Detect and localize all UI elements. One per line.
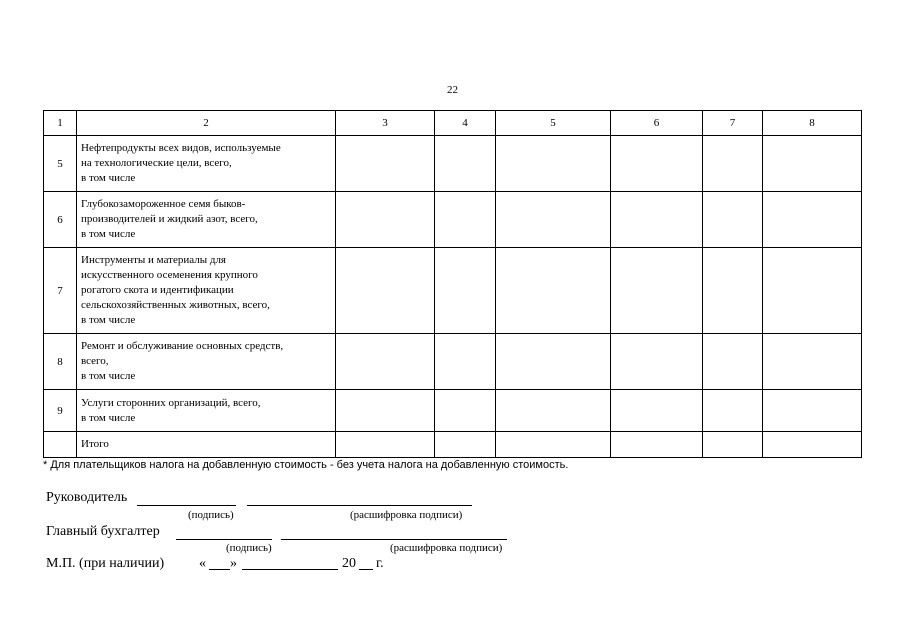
page-number: 22 <box>447 84 458 96</box>
accountant-label: Главный бухгалтер <box>46 524 160 539</box>
header-cell: 5 <box>496 111 611 136</box>
row-name <box>77 334 336 390</box>
row-number: 6 <box>44 192 77 248</box>
value-cell[interactable] <box>435 136 496 192</box>
row-number: 8 <box>44 334 77 390</box>
row-name-line: Инструменты и материалы для <box>81 254 226 266</box>
row-name-line: Ремонт и обслуживание основных средств, <box>81 340 284 352</box>
value-cell[interactable] <box>496 248 611 334</box>
row-name-line: в том числе <box>81 228 136 240</box>
year-suffix: г. <box>376 556 384 571</box>
value-cell[interactable] <box>763 192 862 248</box>
value-cell[interactable] <box>496 432 611 458</box>
row-name-line: Глубокозамороженное семя быков- <box>81 198 246 210</box>
row-name <box>77 390 336 432</box>
row-name <box>77 192 336 248</box>
row-name-line: в том числе <box>81 411 136 424</box>
date-quote-close: » <box>230 556 237 571</box>
month-line[interactable] <box>242 569 338 570</box>
row-name-line: производителей и жидкий азот, всего, <box>81 213 258 225</box>
value-cell[interactable] <box>703 334 763 390</box>
row-name-line: сельскохозяйственных животных, всего, <box>81 299 270 311</box>
value-cell[interactable] <box>435 248 496 334</box>
day-line[interactable] <box>209 569 230 570</box>
row-name-line: рогатого скота и идентификации <box>81 284 234 296</box>
value-cell[interactable] <box>763 136 862 192</box>
value-cell[interactable] <box>763 390 862 432</box>
accountant-decoding-hint: (расшифровка подписи) <box>390 542 503 554</box>
header-cell: 2 <box>77 111 336 136</box>
value-cell[interactable] <box>336 136 435 192</box>
row-name <box>77 136 336 192</box>
value-cell[interactable] <box>703 432 763 458</box>
director-signature-hint: (подпись) <box>188 509 234 521</box>
row-name-line: на технологические цели, всего, <box>81 157 232 169</box>
value-cell[interactable] <box>611 334 703 390</box>
value-cell[interactable] <box>703 192 763 248</box>
value-cell[interactable] <box>496 390 611 432</box>
director-signature-line[interactable] <box>137 505 236 506</box>
seal-label: М.П. (при наличии) <box>46 556 165 571</box>
date-quote-open: « <box>199 556 206 571</box>
header-cell: 4 <box>435 111 496 136</box>
director-decoding-line[interactable] <box>247 505 472 506</box>
header-cell: 8 <box>763 111 862 136</box>
value-cell[interactable] <box>435 432 496 458</box>
value-cell[interactable] <box>336 192 435 248</box>
year-prefix: 20 <box>342 556 356 571</box>
row-number: 5 <box>44 136 77 192</box>
value-cell[interactable] <box>611 248 703 334</box>
value-cell[interactable] <box>435 334 496 390</box>
data-table <box>43 110 862 458</box>
accountant-signature-line[interactable] <box>176 539 272 540</box>
row-name-line: в том числе <box>81 172 136 184</box>
accountant-decoding-line[interactable] <box>281 539 507 540</box>
value-cell[interactable] <box>763 334 862 390</box>
value-cell[interactable] <box>336 432 435 458</box>
value-cell[interactable] <box>336 390 435 432</box>
table-header-row <box>44 111 862 136</box>
value-cell[interactable] <box>703 248 763 334</box>
row-name-line: в том числе <box>81 314 136 326</box>
row-number <box>44 432 77 458</box>
table-row <box>44 390 862 432</box>
row-name-line: всего, <box>81 355 109 367</box>
row-name-line: искусственного осеменения крупного <box>81 269 258 281</box>
row-name <box>77 248 336 334</box>
table-row <box>44 248 862 334</box>
value-cell[interactable] <box>435 390 496 432</box>
director-decoding-hint: (расшифровка подписи) <box>350 509 463 521</box>
value-cell[interactable] <box>611 136 703 192</box>
value-cell[interactable] <box>703 390 763 432</box>
accountant-signature-hint: (подпись) <box>226 542 272 554</box>
value-cell[interactable] <box>611 192 703 248</box>
header-cell: 6 <box>611 111 703 136</box>
value-cell[interactable] <box>763 432 862 458</box>
header-cell: 1 <box>44 111 77 136</box>
row-name-line: в том числе <box>81 370 136 382</box>
table-row <box>44 334 862 390</box>
footnote: * Для плательщиков налога на добавленную стоимость - без учета налога на добавленную стоимость. <box>43 459 569 471</box>
value-cell[interactable] <box>611 432 703 458</box>
value-cell[interactable] <box>496 136 611 192</box>
header-cell: 7 <box>703 111 763 136</box>
value-cell[interactable] <box>336 334 435 390</box>
value-cell[interactable] <box>763 248 862 334</box>
row-name-line: Итого <box>81 438 109 450</box>
row-name-line: Нефтепродукты всех видов, используемые <box>81 142 281 154</box>
year-line[interactable] <box>359 569 373 570</box>
value-cell[interactable] <box>336 248 435 334</box>
director-label: Руководитель <box>46 490 128 505</box>
row-number: 7 <box>44 248 77 334</box>
table-row <box>44 432 862 458</box>
header-cell: 3 <box>336 111 435 136</box>
table-row <box>44 136 862 192</box>
value-cell[interactable] <box>703 136 763 192</box>
value-cell[interactable] <box>496 334 611 390</box>
table-row <box>44 192 862 248</box>
value-cell[interactable] <box>435 192 496 248</box>
row-name-line: Услуги сторонних организаций, всего, <box>81 396 261 409</box>
value-cell[interactable] <box>496 192 611 248</box>
row-name <box>77 432 336 458</box>
value-cell[interactable] <box>611 390 703 432</box>
row-number: 9 <box>44 390 77 432</box>
